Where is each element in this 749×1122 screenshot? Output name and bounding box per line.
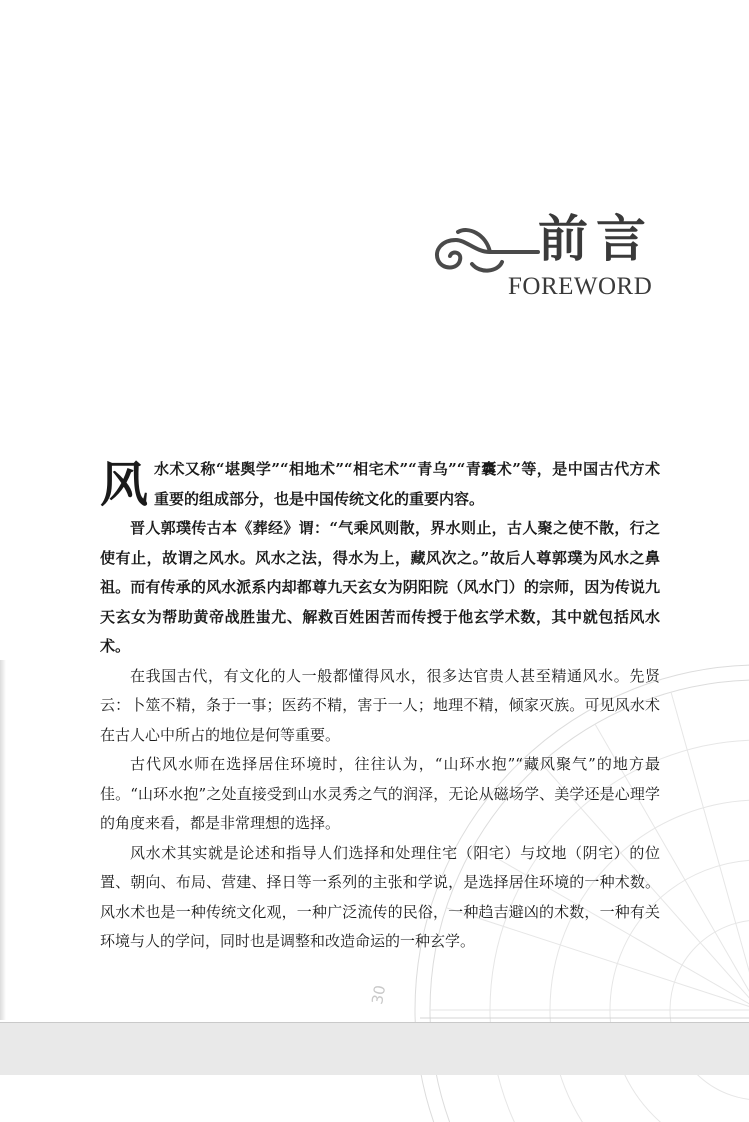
page-subtitle: FOREWORD xyxy=(508,273,653,300)
page-title: 前言 xyxy=(538,209,654,268)
paragraph-4: 古代风水师在选择居住环境时，往往认为，“山环水抱”“藏风聚气”的地方最佳。“山环水抱”之处直接受到山水灵秀之气的润泽，无论从磁场学、美学还是心理学的角度来看，都是非常理想的选择。 xyxy=(100,755,660,832)
paragraph-5: 风水术其实就是论述和指导人们选择和处理住宅（阳宅）与坟地（阴宅）的位置、朝向、布局、营建、择日等一系列的主张和学说，是选择居住环境的一种术数。风水术也是一种传统文化观，一种广泛流传的民俗，一种趋吉避凶的术数，一种有关环境与人的学问，同时也是调整和改造命运的一种玄学。 xyxy=(100,843,660,950)
paragraph-3: 在我国古代，有文化的人一般都懂得风水，很多达官贵人甚至精通风水。先贤云：卜筮不精，条于一事；医药不精，害于一人；地理不精，倾家灭族。可见风水术在古人心中所占的地位是何等重要。 xyxy=(100,666,660,744)
compass-mark: 30 xyxy=(368,983,390,1006)
paragraph-1-text: 水术又称“堪舆学”“相地术”“相宅术”“青乌”“青囊术”等，是中国古代方术重要的组成部分，也是中国传统文化的重要内容。 xyxy=(154,460,660,508)
bottom-band xyxy=(0,1022,749,1075)
foreword-body xyxy=(100,455,660,957)
page-edge-shadow xyxy=(0,660,6,1020)
cloud-ornament-icon xyxy=(428,222,540,278)
paragraph-2: 晋人郭璞传古本《葬经》谓：“气乘风则散，界水则止，古人聚之使不散，行之使有止，故谓之风水。风水之法，得水为上，藏风次之。”故后人尊郭璞为风水之鼻祖。而有传承的风水派系内却都尊九天玄女为阴阳院（风水门）的宗师，因为传说九天玄女为帮助黄帝战胜蚩尤、解救百姓困苦而传授于他玄学术数，其中就包括风水术。 xyxy=(100,519,660,655)
drop-cap: 风 xyxy=(100,457,149,513)
paragraph-1 xyxy=(100,455,660,514)
